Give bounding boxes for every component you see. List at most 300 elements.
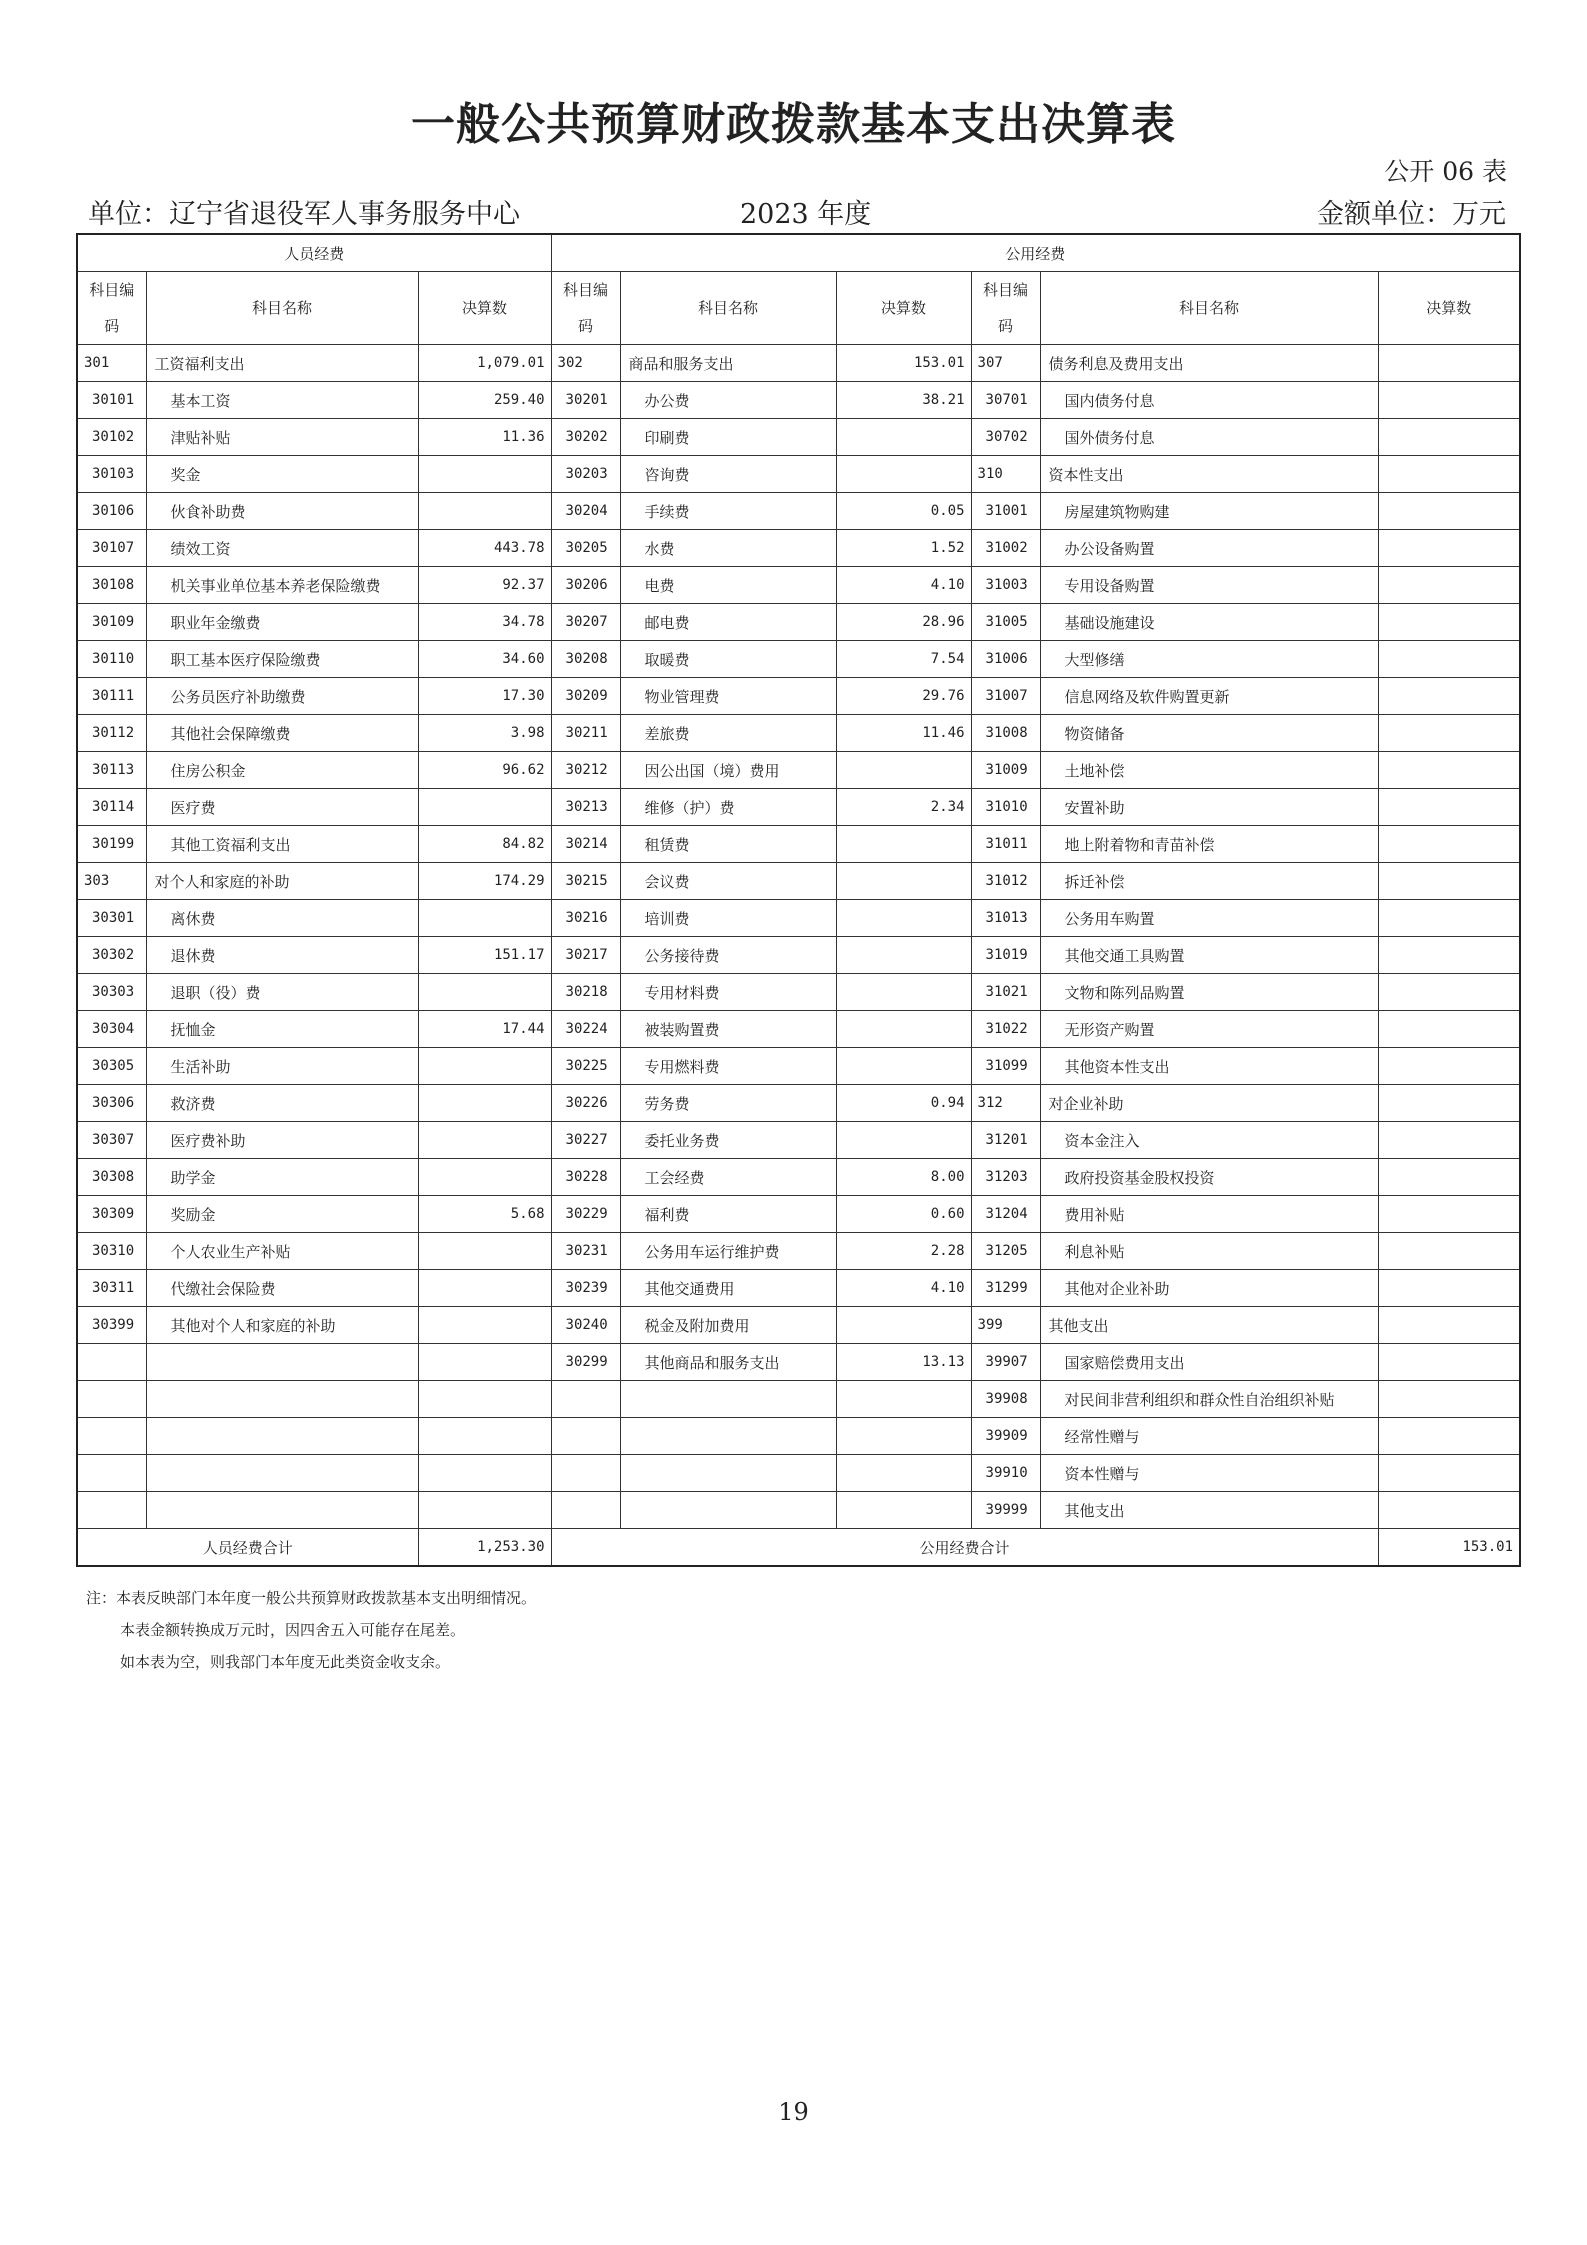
- amount-cell: 3.98: [418, 715, 551, 752]
- amount-cell: [418, 900, 551, 937]
- subject-name-cell: 印刷费: [620, 419, 836, 456]
- subject-code-cell: 30206: [551, 567, 620, 604]
- subject-name-cell: 公务用车运行维护费: [620, 1233, 836, 1270]
- subject-code-cell: 30301: [77, 900, 146, 937]
- subject-name-cell: 其他对个人和家庭的补助: [146, 1307, 418, 1344]
- amount-cell: [1378, 752, 1520, 789]
- subject-name-cell: 政府投资基金股权投资: [1040, 1159, 1378, 1196]
- subject-name-cell: 其他商品和服务支出: [620, 1344, 836, 1381]
- amount-cell: [836, 900, 971, 937]
- subject-code-cell: 30399: [77, 1307, 146, 1344]
- table-row: [77, 1011, 1520, 1048]
- amount-cell: [418, 1122, 551, 1159]
- table-row: [77, 345, 1520, 382]
- subject-code-cell: 30199: [77, 826, 146, 863]
- budget-table: [76, 233, 1521, 1567]
- subject-name-cell: [620, 1492, 836, 1529]
- subject-code-cell: 30224: [551, 1011, 620, 1048]
- subject-name-cell: 电费: [620, 567, 836, 604]
- table-row: [77, 1307, 1520, 1344]
- subject-code-cell: 30226: [551, 1085, 620, 1122]
- subject-name-cell: 公务接待费: [620, 937, 836, 974]
- amount-cell: [1378, 345, 1520, 382]
- subject-code-cell: 30207: [551, 604, 620, 641]
- subject-code-cell: 30309: [77, 1196, 146, 1233]
- subject-name-cell: 办公费: [620, 382, 836, 419]
- subject-name-cell: 基本工资: [146, 382, 418, 419]
- amount-cell: [836, 826, 971, 863]
- amount-cell: 11.36: [418, 419, 551, 456]
- header-name: 科目名称: [146, 272, 418, 345]
- subject-code-cell: 303: [77, 863, 146, 900]
- subject-name-cell: 职工基本医疗保险缴费: [146, 641, 418, 678]
- table-row: [77, 1122, 1520, 1159]
- amount-cell: 5.68: [418, 1196, 551, 1233]
- amount-cell: [1378, 789, 1520, 826]
- amount-cell: [836, 1492, 971, 1529]
- amount-cell: [418, 1492, 551, 1529]
- subject-name-cell: 公务员医疗补助缴费: [146, 678, 418, 715]
- subject-code-cell: 30112: [77, 715, 146, 752]
- subject-code-cell: 31013: [971, 900, 1040, 937]
- subject-code-cell: 30202: [551, 419, 620, 456]
- subject-name-cell: [146, 1418, 418, 1455]
- subject-name-cell: 资本金注入: [1040, 1122, 1378, 1159]
- amount-cell: 0.05: [836, 493, 971, 530]
- subject-name-cell: 资本性支出: [1040, 456, 1378, 493]
- header-name: 科目名称: [1040, 272, 1378, 345]
- amount-cell: [1378, 826, 1520, 863]
- subject-name-cell: [620, 1455, 836, 1492]
- personnel-total-value: 1,253.30: [418, 1529, 551, 1567]
- amount-cell: 28.96: [836, 604, 971, 641]
- subject-name-cell: 劳务费: [620, 1085, 836, 1122]
- subject-code-cell: 30218: [551, 974, 620, 1011]
- subject-code-cell: 31204: [971, 1196, 1040, 1233]
- amount-cell: [1378, 456, 1520, 493]
- subject-code-cell: [551, 1455, 620, 1492]
- subject-name-cell: 离休费: [146, 900, 418, 937]
- page-number: 19: [778, 2098, 809, 2126]
- amount-cell: [418, 456, 551, 493]
- subject-name-cell: 税金及附加费用: [620, 1307, 836, 1344]
- subject-name-cell: 租赁费: [620, 826, 836, 863]
- table-row: [77, 1048, 1520, 1085]
- subject-name-cell: 培训费: [620, 900, 836, 937]
- subject-name-cell: 国家赔偿费用支出: [1040, 1344, 1378, 1381]
- subject-code-cell: 31009: [971, 752, 1040, 789]
- year-label: 2023 年度: [740, 199, 872, 230]
- amount-cell: [418, 1344, 551, 1381]
- amount-cell: [418, 974, 551, 1011]
- table-row: [77, 1455, 1520, 1492]
- subject-code-cell: 30215: [551, 863, 620, 900]
- amount-cell: 174.29: [418, 863, 551, 900]
- subject-name-cell: 因公出国（境）费用: [620, 752, 836, 789]
- amount-cell: 2.34: [836, 789, 971, 826]
- subject-code-cell: 30213: [551, 789, 620, 826]
- subject-name-cell: 办公设备购置: [1040, 530, 1378, 567]
- subject-code-cell: 30306: [77, 1085, 146, 1122]
- header-code: 科目编码: [971, 272, 1040, 345]
- subject-name-cell: [620, 1418, 836, 1455]
- subject-code-cell: 30228: [551, 1159, 620, 1196]
- subject-code-cell: 31099: [971, 1048, 1040, 1085]
- amount-cell: 0.60: [836, 1196, 971, 1233]
- amount-cell: [1378, 1196, 1520, 1233]
- table-row: [77, 863, 1520, 900]
- subject-name-cell: 医疗费: [146, 789, 418, 826]
- amount-cell: 151.17: [418, 937, 551, 974]
- subject-name-cell: 助学金: [146, 1159, 418, 1196]
- subject-code-cell: 30225: [551, 1048, 620, 1085]
- amount-cell: [418, 1381, 551, 1418]
- amount-cell: 1,079.01: [418, 345, 551, 382]
- amount-cell: [836, 419, 971, 456]
- subject-name-cell: 医疗费补助: [146, 1122, 418, 1159]
- meta-line: [88, 192, 1506, 228]
- amount-cell: [418, 1418, 551, 1455]
- amount-cell: 38.21: [836, 382, 971, 419]
- table-row: [77, 419, 1520, 456]
- subject-name-cell: 其他交通费用: [620, 1270, 836, 1307]
- amount-cell: [1378, 974, 1520, 1011]
- subject-code-cell: 39999: [971, 1492, 1040, 1529]
- subject-code-cell: 30299: [551, 1344, 620, 1381]
- subject-name-cell: 物业管理费: [620, 678, 836, 715]
- subject-name-cell: 生活补助: [146, 1048, 418, 1085]
- subject-code-cell: 30305: [77, 1048, 146, 1085]
- subject-name-cell: 维修（护）费: [620, 789, 836, 826]
- subject-name-cell: [146, 1492, 418, 1529]
- subject-code-cell: 30239: [551, 1270, 620, 1307]
- subject-code-cell: 31008: [971, 715, 1040, 752]
- subject-name-cell: [146, 1455, 418, 1492]
- subject-code-cell: 30303: [77, 974, 146, 1011]
- subject-code-cell: [77, 1381, 146, 1418]
- table-row: [77, 382, 1520, 419]
- subject-name-cell: 公务用车购置: [1040, 900, 1378, 937]
- public-total-value: 153.01: [1378, 1529, 1520, 1567]
- table-row: [77, 641, 1520, 678]
- table-row: [77, 530, 1520, 567]
- amount-cell: [1378, 1381, 1520, 1418]
- amount-cell: [836, 863, 971, 900]
- amount-cell: 17.30: [418, 678, 551, 715]
- subject-name-cell: 资本性赠与: [1040, 1455, 1378, 1492]
- amount-cell: [1378, 419, 1520, 456]
- table-row: [77, 678, 1520, 715]
- subject-name-cell: 奖励金: [146, 1196, 418, 1233]
- subject-code-cell: 30302: [77, 937, 146, 974]
- amount-cell: 29.76: [836, 678, 971, 715]
- subject-name-cell: 对企业补助: [1040, 1085, 1378, 1122]
- subject-name-cell: 对民间非营利组织和群众性自治组织补贴: [1040, 1381, 1378, 1418]
- amount-cell: [1378, 900, 1520, 937]
- subject-code-cell: 30311: [77, 1270, 146, 1307]
- amount-cell: [1378, 382, 1520, 419]
- subject-name-cell: 拆迁补偿: [1040, 863, 1378, 900]
- subject-name-cell: 商品和服务支出: [620, 345, 836, 382]
- table-row: [77, 937, 1520, 974]
- subject-name-cell: [146, 1344, 418, 1381]
- amount-cell: [418, 1048, 551, 1085]
- subject-name-cell: 委托业务费: [620, 1122, 836, 1159]
- subject-name-cell: 差旅费: [620, 715, 836, 752]
- subject-name-cell: 工资福利支出: [146, 345, 418, 382]
- subject-code-cell: [77, 1492, 146, 1529]
- amount-cell: [1378, 1418, 1520, 1455]
- subject-code-cell: 31205: [971, 1233, 1040, 1270]
- amount-cell: [836, 1307, 971, 1344]
- subject-code-cell: 39908: [971, 1381, 1040, 1418]
- header-amount: 决算数: [836, 272, 971, 345]
- amount-cell: 96.62: [418, 752, 551, 789]
- amount-cell: [836, 937, 971, 974]
- amount-cell: [836, 974, 971, 1011]
- amount-cell: [836, 752, 971, 789]
- table-row: [77, 1233, 1520, 1270]
- table-row: [77, 1344, 1520, 1381]
- subject-code-cell: 30110: [77, 641, 146, 678]
- table-body: [77, 345, 1520, 1529]
- amount-cell: [836, 1381, 971, 1418]
- table-row: [77, 715, 1520, 752]
- amount-cell: [836, 1418, 971, 1455]
- amount-cell: [1378, 493, 1520, 530]
- amount-cell: 34.60: [418, 641, 551, 678]
- amount-cell: [418, 1307, 551, 1344]
- subject-name-cell: 基础设施建设: [1040, 604, 1378, 641]
- amount-cell: [1378, 567, 1520, 604]
- subject-code-cell: 30101: [77, 382, 146, 419]
- amount-cell: [418, 493, 551, 530]
- subject-code-cell: 31022: [971, 1011, 1040, 1048]
- subject-code-cell: 30111: [77, 678, 146, 715]
- table-row: [77, 1159, 1520, 1196]
- subject-code-cell: 30203: [551, 456, 620, 493]
- subject-name-cell: 费用补贴: [1040, 1196, 1378, 1233]
- subject-code-cell: 30211: [551, 715, 620, 752]
- subject-name-cell: 文物和陈列品购置: [1040, 974, 1378, 1011]
- table-row: [77, 1085, 1520, 1122]
- subject-code-cell: 31007: [971, 678, 1040, 715]
- amount-cell: [418, 789, 551, 826]
- subject-code-cell: 30240: [551, 1307, 620, 1344]
- amount-cell: [418, 1233, 551, 1270]
- subject-code-cell: 30208: [551, 641, 620, 678]
- subject-name-cell: 土地补偿: [1040, 752, 1378, 789]
- subject-name-cell: 奖金: [146, 456, 418, 493]
- public-total-label: 公用经费合计: [551, 1529, 1378, 1567]
- subject-name-cell: 无形资产购置: [1040, 1011, 1378, 1048]
- table-row: [77, 789, 1520, 826]
- amount-cell: [836, 1048, 971, 1085]
- amount-cell: 34.78: [418, 604, 551, 641]
- amount-cell: [1378, 678, 1520, 715]
- subject-name-cell: 退休费: [146, 937, 418, 974]
- subject-code-cell: 39907: [971, 1344, 1040, 1381]
- subject-code-cell: 30106: [77, 493, 146, 530]
- subject-name-cell: [146, 1381, 418, 1418]
- subject-code-cell: 30205: [551, 530, 620, 567]
- page-title: 一般公共预算财政拨款基本支出决算表: [411, 99, 1176, 150]
- subject-name-cell: 其他支出: [1040, 1492, 1378, 1529]
- table-row: [77, 1196, 1520, 1233]
- table-row: [77, 1492, 1520, 1529]
- amount-cell: [836, 1122, 971, 1159]
- amount-cell: [1378, 1307, 1520, 1344]
- subject-name-cell: 抚恤金: [146, 1011, 418, 1048]
- subject-name-cell: 国内债务付息: [1040, 382, 1378, 419]
- amount-cell: [1378, 863, 1520, 900]
- subject-name-cell: 地上附着物和青苗补偿: [1040, 826, 1378, 863]
- amount-cell: 1.52: [836, 530, 971, 567]
- subject-name-cell: 代缴社会保险费: [146, 1270, 418, 1307]
- subject-name-cell: 手续费: [620, 493, 836, 530]
- subject-code-cell: 30113: [77, 752, 146, 789]
- subject-code-cell: 30304: [77, 1011, 146, 1048]
- subject-name-cell: 机关事业单位基本养老保险缴费: [146, 567, 418, 604]
- subject-name-cell: 绩效工资: [146, 530, 418, 567]
- amount-cell: [1378, 1492, 1520, 1529]
- amount-cell: 13.13: [836, 1344, 971, 1381]
- subject-code-cell: 31203: [971, 1159, 1040, 1196]
- amount-cell: [1378, 1344, 1520, 1381]
- subject-name-cell: 个人农业生产补贴: [146, 1233, 418, 1270]
- subject-code-cell: 302: [551, 345, 620, 382]
- table-row: [77, 567, 1520, 604]
- amount-cell: [1378, 1085, 1520, 1122]
- amount-cell: 8.00: [836, 1159, 971, 1196]
- subject-code-cell: 31011: [971, 826, 1040, 863]
- subject-code-cell: 399: [971, 1307, 1040, 1344]
- subject-code-cell: 30212: [551, 752, 620, 789]
- subject-code-cell: 31006: [971, 641, 1040, 678]
- table-row: [77, 493, 1520, 530]
- subject-name-cell: 其他资本性支出: [1040, 1048, 1378, 1085]
- table-row: [77, 974, 1520, 1011]
- amount-cell: 92.37: [418, 567, 551, 604]
- subject-code-cell: [551, 1381, 620, 1418]
- table-row: [77, 1418, 1520, 1455]
- subject-code-cell: 31201: [971, 1122, 1040, 1159]
- table-row: [77, 1381, 1520, 1418]
- subject-code-cell: 30204: [551, 493, 620, 530]
- subject-code-cell: 30216: [551, 900, 620, 937]
- subject-code-cell: [551, 1418, 620, 1455]
- subject-code-cell: [77, 1418, 146, 1455]
- subject-name-cell: 救济费: [146, 1085, 418, 1122]
- amount-unit-label: 金额单位：万元: [1317, 199, 1506, 230]
- header-code: 科目编码: [77, 272, 146, 345]
- amount-cell: [836, 1011, 971, 1048]
- subject-name-cell: 专用燃料费: [620, 1048, 836, 1085]
- header-public: 公用经费: [551, 234, 1520, 272]
- personnel-total-label: 人员经费合计: [77, 1529, 418, 1567]
- amount-cell: [1378, 530, 1520, 567]
- amount-cell: 259.40: [418, 382, 551, 419]
- subject-code-cell: 31019: [971, 937, 1040, 974]
- table-row: [77, 1270, 1520, 1307]
- subject-code-cell: 30214: [551, 826, 620, 863]
- subject-code-cell: 30114: [77, 789, 146, 826]
- subject-code-cell: 30107: [77, 530, 146, 567]
- subject-name-cell: [620, 1381, 836, 1418]
- subject-code-cell: 31001: [971, 493, 1040, 530]
- amount-cell: [1378, 715, 1520, 752]
- subject-name-cell: 经常性赠与: [1040, 1418, 1378, 1455]
- notes: [86, 1582, 536, 1678]
- subject-code-cell: 301: [77, 345, 146, 382]
- header-amount: 决算数: [418, 272, 551, 345]
- subject-code-cell: 30217: [551, 937, 620, 974]
- amount-cell: [418, 1455, 551, 1492]
- subject-name-cell: 福利费: [620, 1196, 836, 1233]
- subject-name-cell: 工会经费: [620, 1159, 836, 1196]
- subject-name-cell: 邮电费: [620, 604, 836, 641]
- amount-cell: 443.78: [418, 530, 551, 567]
- subject-name-cell: 大型修缮: [1040, 641, 1378, 678]
- subject-code-cell: 30109: [77, 604, 146, 641]
- subject-code-cell: 31005: [971, 604, 1040, 641]
- amount-cell: 4.10: [836, 1270, 971, 1307]
- subject-code-cell: 30227: [551, 1122, 620, 1159]
- table-row: [77, 456, 1520, 493]
- subject-name-cell: 物资储备: [1040, 715, 1378, 752]
- amount-cell: [1378, 1048, 1520, 1085]
- amount-cell: [418, 1159, 551, 1196]
- amount-cell: [1378, 604, 1520, 641]
- subject-name-cell: 职业年金缴费: [146, 604, 418, 641]
- header-name: 科目名称: [620, 272, 836, 345]
- table-row: [77, 900, 1520, 937]
- amount-cell: 84.82: [418, 826, 551, 863]
- subject-name-cell: 其他工资福利支出: [146, 826, 418, 863]
- amount-cell: [418, 1270, 551, 1307]
- amount-cell: [1378, 937, 1520, 974]
- subject-name-cell: 会议费: [620, 863, 836, 900]
- subject-code-cell: 307: [971, 345, 1040, 382]
- subject-name-cell: 水费: [620, 530, 836, 567]
- amount-cell: [836, 1455, 971, 1492]
- subject-name-cell: 房屋建筑物购建: [1040, 493, 1378, 530]
- subject-name-cell: 国外债务付息: [1040, 419, 1378, 456]
- subject-name-cell: 其他对企业补助: [1040, 1270, 1378, 1307]
- note-line: 如本表为空，则我部门本年度无此类资金收支余。: [120, 1653, 451, 1671]
- subject-name-cell: 信息网络及软件购置更新: [1040, 678, 1378, 715]
- subject-code-cell: 31002: [971, 530, 1040, 567]
- subject-name-cell: 退职（役）费: [146, 974, 418, 1011]
- note-line: 本表金额转换成万元时，因四舍五入可能存在尾差。: [120, 1621, 466, 1639]
- subject-code-cell: 31012: [971, 863, 1040, 900]
- subject-code-cell: 30702: [971, 419, 1040, 456]
- subject-name-cell: 对个人和家庭的补助: [146, 863, 418, 900]
- subject-code-cell: 30308: [77, 1159, 146, 1196]
- amount-cell: [1378, 1233, 1520, 1270]
- amount-cell: [1378, 1455, 1520, 1492]
- subject-code-cell: 31021: [971, 974, 1040, 1011]
- subject-name-cell: 债务利息及费用支出: [1040, 345, 1378, 382]
- subject-name-cell: 住房公积金: [146, 752, 418, 789]
- subject-name-cell: 伙食补助费: [146, 493, 418, 530]
- subject-code-cell: 30310: [77, 1233, 146, 1270]
- subject-name-cell: 津贴补贴: [146, 419, 418, 456]
- subject-code-cell: 30209: [551, 678, 620, 715]
- header-code: 科目编码: [551, 272, 620, 345]
- amount-cell: [1378, 1270, 1520, 1307]
- subject-code-cell: 30102: [77, 419, 146, 456]
